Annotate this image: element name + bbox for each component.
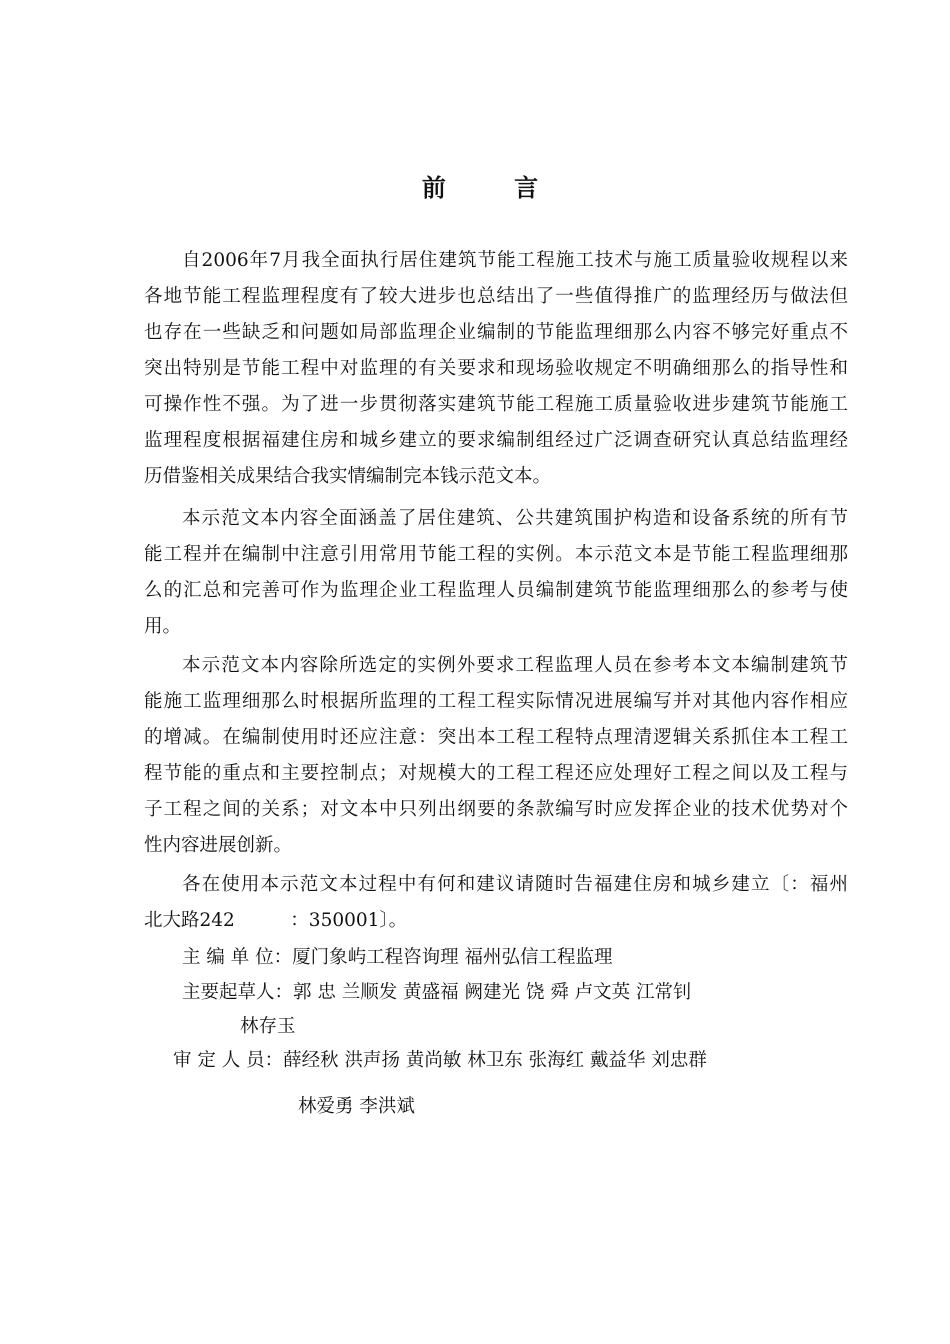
paragraph-line: 可操作性不强。为了进一步贯彻落实建筑节能工程施工质量验收进步建筑节能施工 — [144, 394, 848, 415]
paragraph-line: 么的汇总和完善可作为监理企业工程监理人员编制建筑节能监理细那么的参考与使 — [144, 580, 848, 601]
reviewers-line: 审 定 人 员：薛经秋 洪声扬 黄尚敏 林卫东 张海红 戴益华 刘忠群 — [173, 1050, 707, 1071]
reviewers-continued-line: 林爱勇 李洪斌 — [298, 1096, 415, 1117]
paragraph-line: 突出特别是节能工程中对监理的有关要求和现场验收规定不明确细那么的指导性和 — [144, 358, 848, 379]
page-title: 前 言 — [421, 173, 569, 202]
paragraph-line: 历借鉴相关成果结合我实情编制完本钱示范文本。 — [144, 466, 552, 487]
paragraph-line: 性内容进展创新。 — [144, 835, 293, 856]
paragraph-line: 的增减。在编制使用时还应注意：突出本工程工程特点理清逻辑关系抓住本工程工 — [144, 727, 848, 748]
paragraph-line: 自2006年7月我全面执行居住建筑节能工程施工技术与施工质量验收规程以来 — [182, 250, 848, 271]
paragraph-line: 能工程并在编制中注意引用常用节能工程的实例。本示范文本是节能工程监理细那 — [144, 544, 848, 565]
paragraph-line: 子工程之间的关系；对文本中只列出纲要的条款编写时应发挥企业的技术优势对个 — [144, 799, 848, 820]
paragraph-line: 监理程度根据福建住房和城乡建立的要求编制组经过广泛调查研究认真总结监理经 — [144, 430, 848, 451]
paragraph-line: 用。 — [144, 616, 182, 637]
paragraph-line: 本示范文本内容全面涵盖了居住建筑、公共建筑围护构造和设备系统的所有节 — [182, 508, 848, 529]
editor-unit-line: 主 编 单 位：厦门象屿工程咨询理 福州弘信工程监理 — [182, 947, 613, 968]
paragraph-line: 程节能的重点和主要控制点；对规模大的工程工程还应处理好工程之间以及工程与 — [144, 763, 848, 784]
paragraph-line: 北大路242 ：350001〕。 — [144, 910, 408, 931]
paragraph-line: 也存在一些缺乏和问题如局部监理企业编制的节能监理细那么内容不够完好重点不 — [144, 322, 848, 343]
paragraph-line: 各地节能工程监理程度有了较大进步也总结出了一些值得推广的监理经历与做法但 — [144, 286, 848, 307]
paragraph-line: 本示范文本内容除所选定的实例外要求工程监理人员在参考本文本编制建筑节 — [182, 655, 848, 676]
paragraph-line: 各在使用本示范文本过程中有何和建议请随时告福建住房和城乡建立〔：福州 — [182, 874, 848, 895]
drafters-line: 主要起草人：郭 忠 兰顺发 黄盛福 阙建光 饶 舜 卢文英 江常钊 — [182, 982, 692, 1003]
paragraph-line: 能施工监理细那么时根据所监理的工程工程实际情况进展编写并对其他内容作相应 — [144, 691, 848, 712]
drafters-continued-line: 林存玉 — [240, 1016, 296, 1037]
